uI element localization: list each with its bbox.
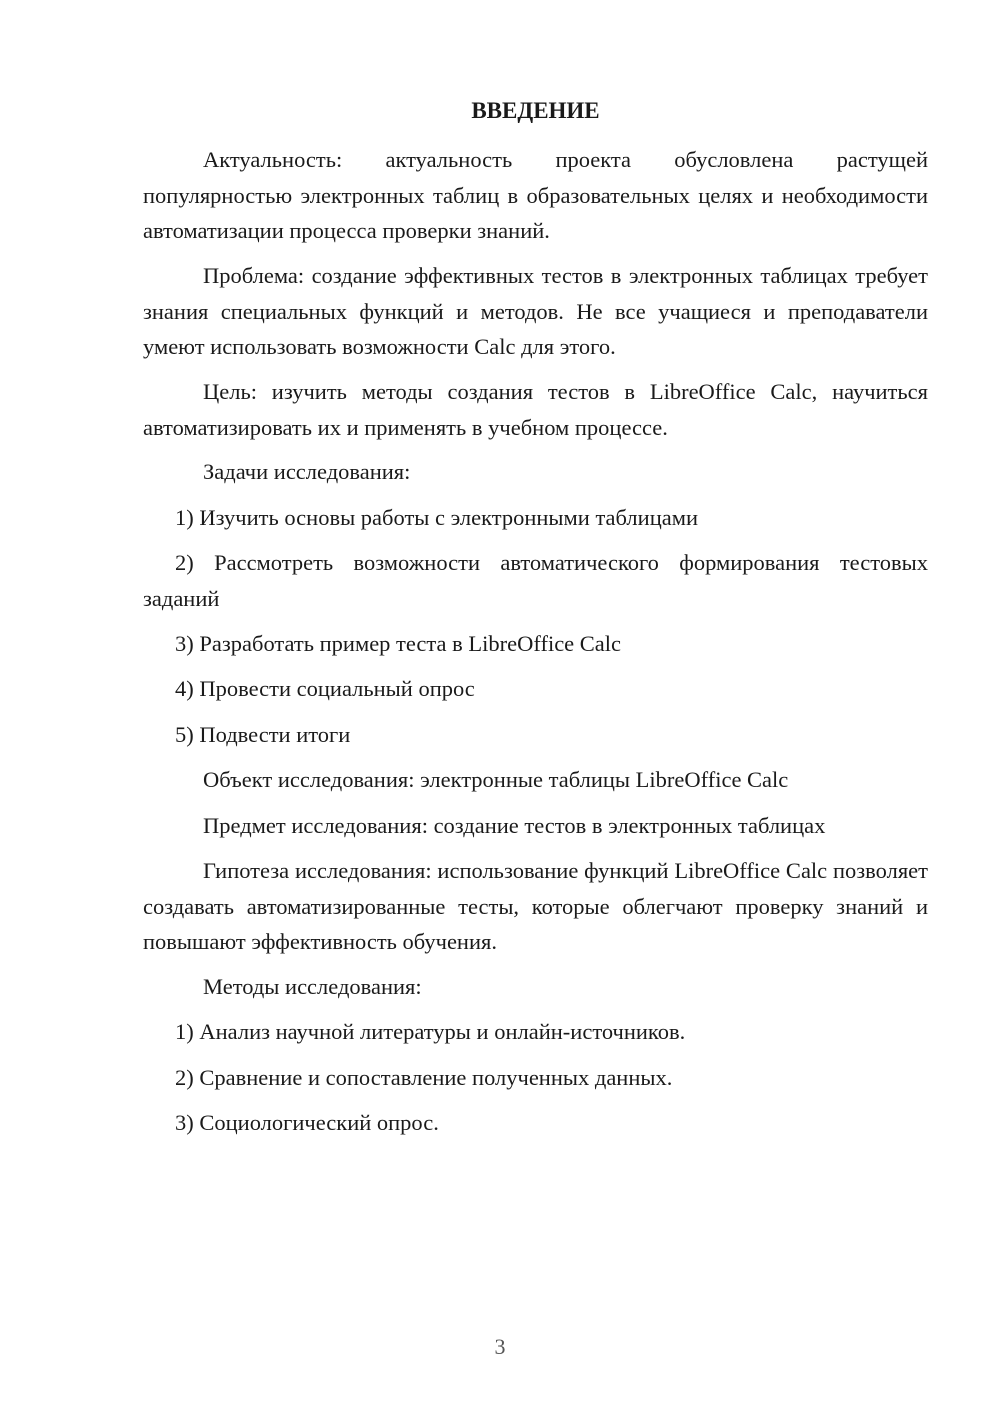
method-item-3: 3) Социологический опрос. xyxy=(175,1110,439,1135)
subject-paragraph: Предмет исследования: создание тестов в электронных таблицах xyxy=(203,813,826,838)
task-item-5: 5) Подвести итоги xyxy=(175,722,351,747)
page-number: 3 xyxy=(494,1334,506,1359)
task-item-3: 3) Разработать пример теста в LibreOffice Calc xyxy=(175,631,622,656)
method-item-1: 1) Анализ научной литературы и онлайн-источников. xyxy=(175,1019,686,1044)
method-item-2: 2) Сравнение и сопоставление полученных данных. xyxy=(175,1065,673,1090)
methods-heading: Методы исследования: xyxy=(203,974,422,999)
relevance-paragraph: Актуальность: актуальность проекта обусловлена растущей популярностью электронных таблиц в образовательных целях и необходимости автоматизации процесса проверки знаний. xyxy=(143,147,928,243)
hypothesis-paragraph: Гипотеза исследования: использование функций LibreOffice Calc позволяет создавать автоматизированные тесты, которые облегчают проверку знаний и повышают эффективность обучения. xyxy=(143,858,928,954)
tasks-heading: Задачи исследования: xyxy=(203,459,411,484)
problem-paragraph: Проблема: создание эффективных тестов в электронных таблицах требует знания специальных функций и методов. Не все учащиеся и преподаватели умеют использовать возможности Calc для этого. xyxy=(143,263,928,359)
object-paragraph: Объект исследования: электронные таблицы LibreOffice Calc xyxy=(203,767,789,792)
task-item-1: 1) Изучить основы работы с электронными таблицами xyxy=(175,505,699,530)
task-item-2: 2) Рассмотреть возможности автоматического формирования тестовых заданий xyxy=(143,550,928,611)
section-title: ВВЕДЕНИЕ xyxy=(471,98,600,123)
task-item-4: 4) Провести социальный опрос xyxy=(175,676,475,701)
goal-paragraph: Цель: изучить методы создания тестов в LibreOffice Calc, научиться автоматизировать их и применять в учебном процессе. xyxy=(143,379,928,440)
